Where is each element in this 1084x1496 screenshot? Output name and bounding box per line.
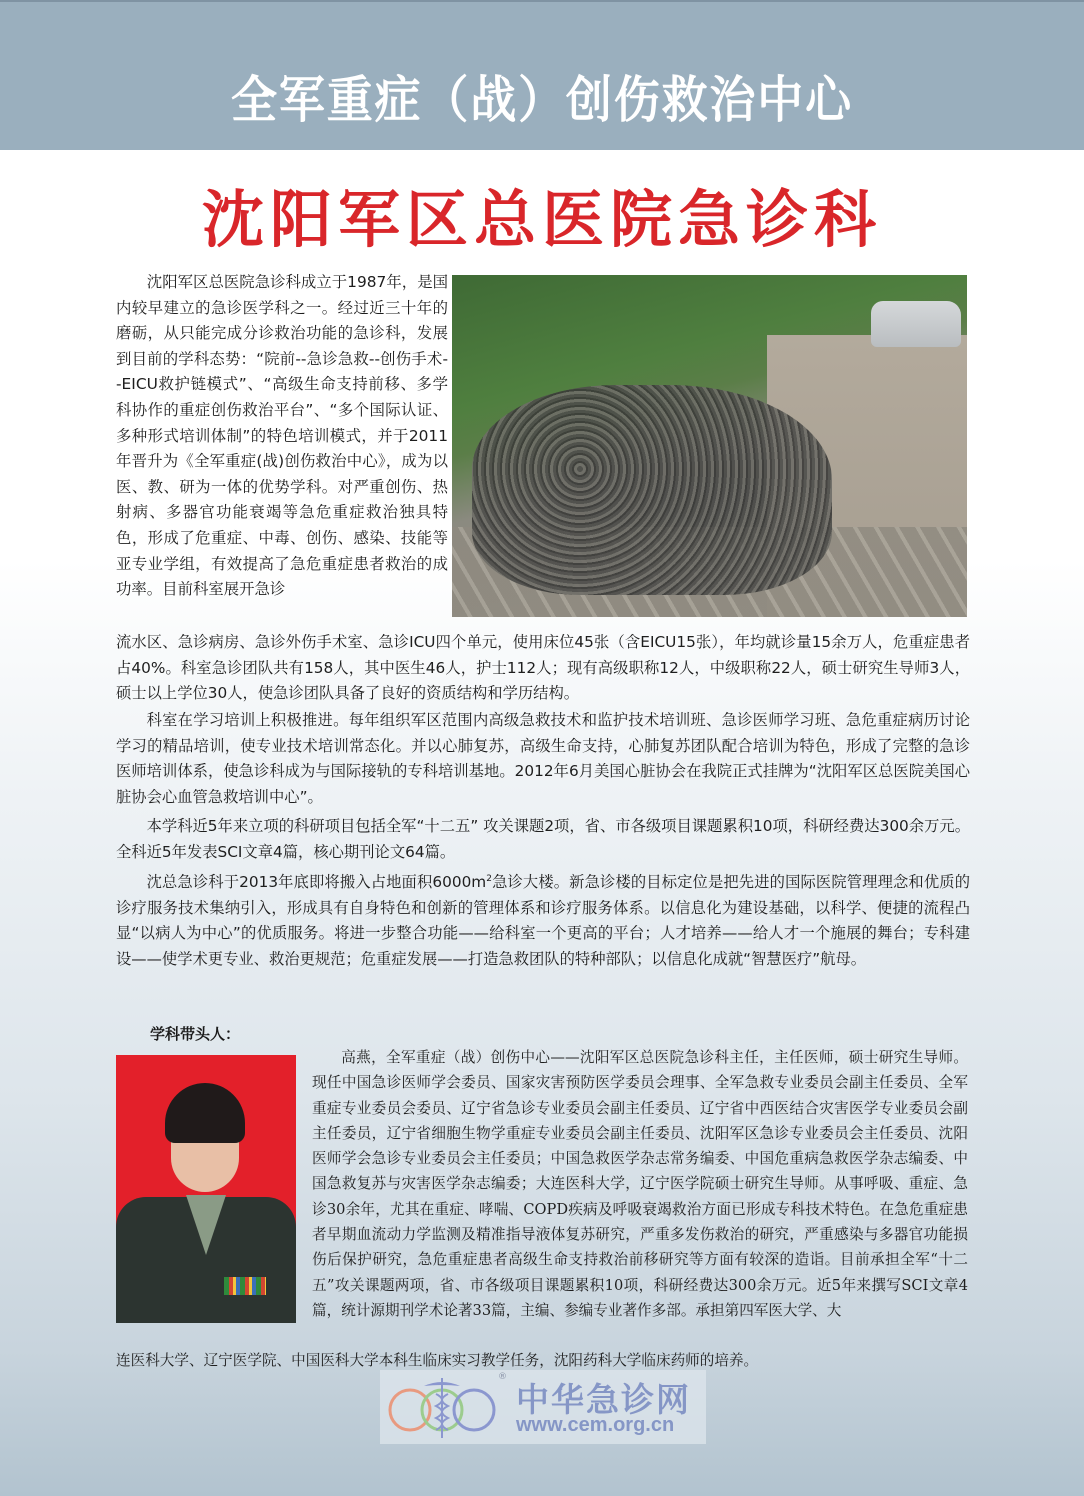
leader-portrait [116, 1055, 296, 1323]
intro-paragraph-continued: 流水区、急诊病房、急诊外伤手术室、急诊ICU四个单元，使用床位45张（含EICU15张），年均就诊量15余万人，危重症患者占40%。科室急诊团队共有158人，其中医生46人，护士112人；现有高级职称12人，中级职称22人，硕士研究生导师3人，硕士以上学位30人，使急诊团队具备了良好的资质结构和学历结构。 [116, 633, 970, 702]
rings-caduceus-icon [386, 1376, 506, 1440]
leader-bio-continued: 连医科大学、辽宁医学院、中国医科大学本科生临床实习教学任务，沈阳药科大学临床药师的培养。 [116, 1352, 759, 1369]
building-text-before: 沈总急诊科于2013年底即将搬入占地面积6000m [146, 873, 487, 891]
photo-crowd [472, 385, 832, 595]
department-title: 沈阳军区总医院急诊科 [201, 183, 882, 256]
photo-van [871, 301, 961, 347]
portrait-hair [165, 1083, 245, 1143]
watermark-logo [380, 1370, 706, 1444]
training-paragraph: 科室在学习培训上积极推进。每年组织军区范围内高级急救技术和监护技术培训班、急诊医师学习班、急危重症病历讨论学习的精品培训，使专业技术培训常态化。并以心肺复苏，高级生命支持，心肺复苏团队配合培训为特色，形成了完整的急诊医师培训体系，使急诊科成为与国际接轨的专科培训基地。2012年6月美国心脏协会在我院正式挂牌为“沈阳军区总医院美国心脏协会心血管急救培训中心”。 [116, 711, 970, 806]
new-building-paragraph [116, 870, 970, 972]
building-superscript: 2 [486, 873, 492, 884]
header-banner [0, 0, 1084, 150]
portrait-ribbons [224, 1277, 266, 1295]
banner-title: 全军重症（战）创伤救治中心 [231, 71, 853, 129]
intro-paragraph-column: 沈阳军区总医院急诊科成立于1987年，是国内较早建立的急诊医学科之一。经过近三十年的磨砺，从只能完成分诊救治功能的急诊科，发展到目前的学科态势：“院前--急诊急救--创伤手术--EICU救护链模式”、“高级生命支持前移、多学科协作的重症创伤救治平台”、“多个国际认证、多种形式培训体制”的特色培训模式，并于2011年晋升为《全军重症(战)创伤救治中心》，成为以医、教、研为一体的优势学科。对严重创伤、热射病、多器官功能衰竭等急危重症救治独具特色，形成了危重症、中毒、创伤、感染、技能等亚专业学组，有效提高了急危重症患者救治的成功率。目前科室展开急诊 [116, 273, 448, 599]
registered-mark: ® [498, 1372, 507, 1382]
leader-heading: 学科带头人： [150, 1025, 241, 1043]
watermark-site-name: 中华急诊网 [516, 1380, 691, 1419]
watermark-url: www.cem.org.cn [516, 1414, 675, 1436]
leader-bio: 高燕，全军重症（战）创伤中心——沈阳军区总医院急诊科主任，主任医师，硕士研究生导师。现任中国急诊医师学会委员、国家灾害预防医学委员会理事、全军急救专业委员会副主任委员、全军重症专业委员会委员、辽宁省急诊专业委员会副主任委员、辽宁省中西医结合灾害医学专业委员会副主任委员，辽宁省细胞生物学重症专业委员会副主任委员、沈阳军区急诊专业委员会主任委员、沈阳医师学会急诊专业委员会主任委员；中国急救医学杂志常务编委、中国危重病急救医学杂志编委、中国急救复苏与灾害医学杂志编委；大连医科大学，辽宁医学院硕士研究生导师。从事呼吸、重症、急诊30余年，尤其在重症、哮喘、COPD疾病及呼吸衰竭救治方面已形成专科技术特色。在急危重症患者早期血流动力学监测及精准指导液体复苏研究，严重多发伤救治的研究，严重感染与多器官功能损伤后保护研究，急危重症患者高级生命支持救治前移研究等方面有较深的造诣。目前承担全军“十二五”攻关课题两项，省、市各级项目课题累积10项，科研经费达300余万元。近5年来撰写SCI文章4篇，统计源期刊学术论著33篇，主编、参编专业著作多部。承担第四军医大学、大 [312, 1049, 968, 1319]
research-paragraph: 本学科近5年来立项的科研项目包括全军“十二五” 攻关课题2项，省、市各级项目课题累积10项，科研经费达300余万元。全科近5年发表SCI文章4篇，核心期刊论文64篇。 [116, 817, 970, 861]
building-text-after: 急诊大楼。新急诊楼的目标定位是把先进的国际医院管理理念和优质的诊疗服务技术集纳引入，形成具有自身特色和创新的管理体系和诊疗服务体系。以信息化为建设基础，以科学、便捷的流程凸显“以病人为中心”的优质服务。将进一步整合功能——给科室一个更高的平台；人才培养——给人才一个施展的舞台；专科建设——使学术更专业、救治更规范；危重症发展——打造急救团队的特种部队；以信息化成就“智慧医疗”航母。 [116, 873, 970, 968]
group-photo [452, 275, 967, 617]
